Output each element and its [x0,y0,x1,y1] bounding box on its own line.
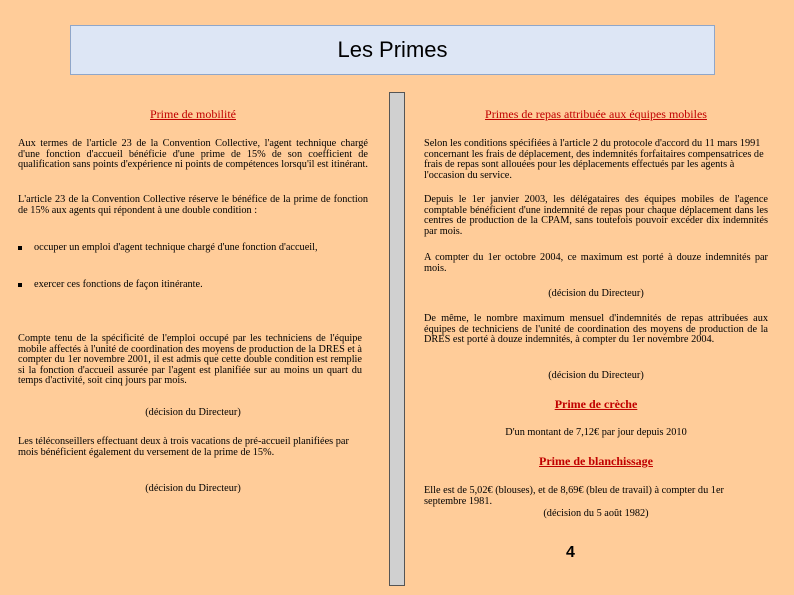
paragraph-mobilite-2: L'article 23 de la Convention Collective réserve le bénéfice de la prime de fonction de 15% aux agents qui répondent à une double condition : [18,194,368,216]
paragraph-blanchissage: Elle est de 5,02€ (blouses), et de 8,69€ (bleu de travail) à compter du 1er septembre 1981. [424,485,724,507]
heading-prime-creche: Prime de crèche [554,397,638,411]
paragraph-repas-4: De même, le nombre maximum mensuel d'indemnités de repas attribuées aux équipes de techniciens de l'unité de coordination des moyens de production de la DRES est porté à douze indemnités, à compter du 1er novembre 2004. [424,313,768,345]
paragraph-repas-1: Selon les conditions spécifiées à l'article 2 du protocole d'accord du 11 mars 1991 concernant les frais de déplacement, des indemnités forfaitaires compensatrices de frais de repas sont allouées pour les déplacements effectués par les agents à l'occasion du service. [424,138,764,181]
paragraph-creche: D'un montant de 7,12€ par jour depuis 2010 [505,427,687,438]
decision-note: (décision du Directeur) [548,288,644,299]
list-item-text: occuper un emploi d'agent technique chargé d'une fonction d'accueil, [34,242,318,253]
paragraph-repas-3: A compter du 1er octobre 2004, ce maximum est porté à douze indemnités par mois. [424,252,768,274]
column-divider [389,92,405,586]
page-number: 4 [566,544,575,561]
page-title: Les Primes [70,25,715,75]
bullet-icon [18,246,22,250]
paragraph-repas-2: Depuis le 1er janvier 2003, les délégataires des équipes mobiles de l'agence comptable bénéficient d'une indemnité de repas pour chaque déplacement dans les centres de production de la CPAM, sans toutefois pouvoir excéder dix indemnités par mois. [424,194,768,237]
paragraph-mobilite-4: Les téléconseillers effectuant deux à trois vacations de pré-accueil planifiées par mois bénéficient également du versement de la prime de 15%. [18,436,349,458]
heading-prime-mobilite: Prime de mobilité [150,107,236,121]
decision-note: (décision du Directeur) [145,407,241,418]
heading-primes-repas: Primes de repas attribuée aux équipes mobiles [485,107,707,121]
decision-note: (décision du Directeur) [548,370,644,381]
paragraph-mobilite-3: Compte tenu de la spécificité de l'emploi occupé par les techniciens de l'équipe mobile affectés à l'unité de coordination des moyens de production de la DRES et à compter du 1er novembre 2001, il est admis que cette double condition est remplie si la fonction d'accueil assurée par l'agent est planifiée sur au moins un quart du temps d'activité, soit cinq jours par mois. [18,333,362,386]
decision-note: (décision du 5 août 1982) [543,508,649,519]
heading-prime-blanchissage: Prime de blanchissage [539,454,653,468]
decision-note: (décision du Directeur) [145,483,241,494]
list-item-text: exercer ces fonctions de façon itinérante. [34,279,203,290]
paragraph-mobilite-1: Aux termes de l'article 23 de la Convention Collective, l'agent technique chargé d'une fonction d'accueil bénéficie d'une prime de 15% de son coefficient de qualification sans points d'expérience ni points de compétences lorsqu'il est itinérant. [18,138,368,170]
bullet-icon [18,283,22,287]
